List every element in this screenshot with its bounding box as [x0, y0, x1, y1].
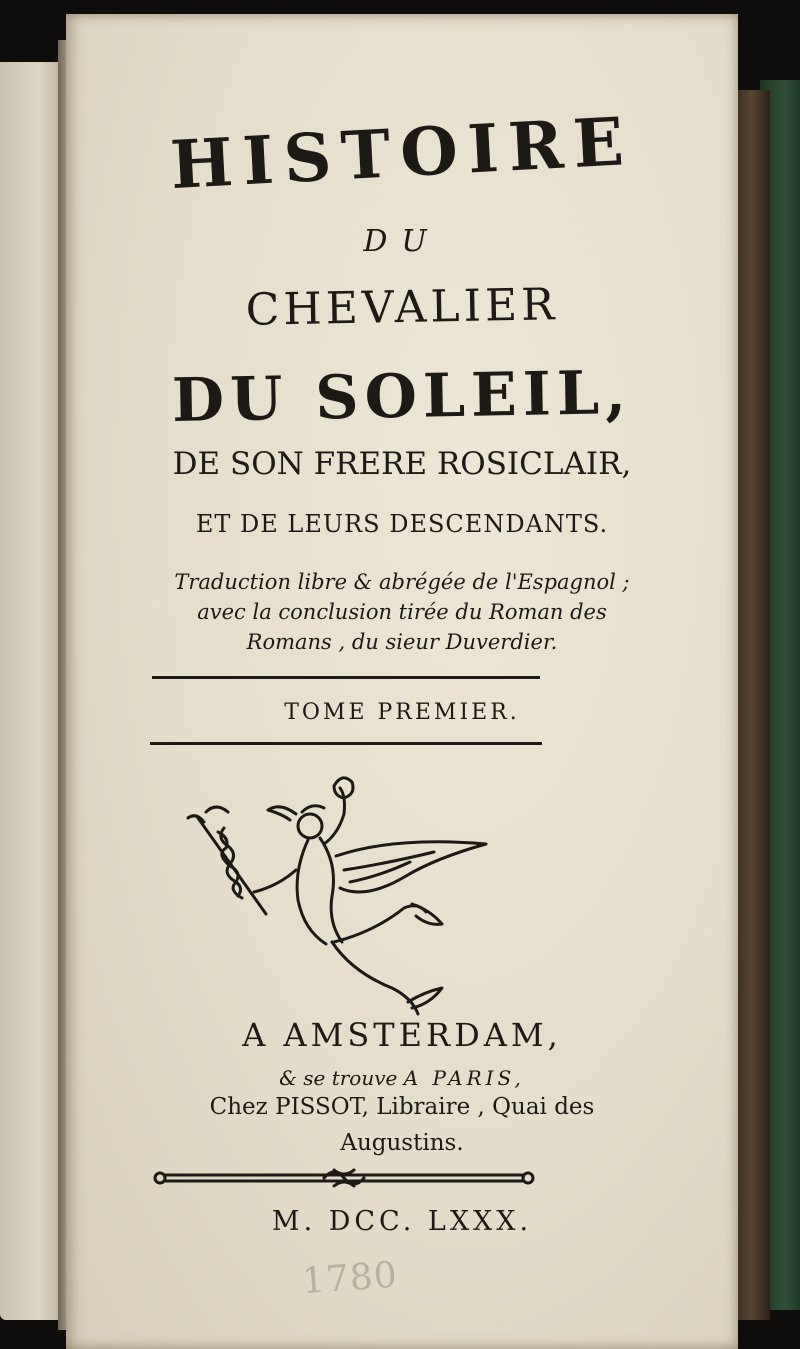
book-fore-edge — [736, 90, 770, 1320]
left-facing-page — [0, 62, 64, 1320]
rule-above-volume — [152, 676, 540, 679]
title-page — [66, 14, 738, 1349]
imprint-street: Augustins. — [340, 1130, 464, 1156]
imprint-sold-prefix: & se trouve — [279, 1066, 398, 1090]
subtitle-rosiclair: DE SON FRERE ROSICLAIR, — [172, 446, 632, 482]
volume-label: TOME PREMIER. — [284, 700, 520, 725]
imprint-sold-line — [66, 1066, 738, 1090]
title-histoire: HISTOIRE — [168, 101, 636, 205]
imprint-sold-city: A PARIS, — [403, 1066, 525, 1090]
title-du-soleil: DU SOLEIL, — [171, 357, 633, 437]
imprint-place: A AMSTERDAM, — [242, 1016, 562, 1054]
title-du: DU — [363, 224, 441, 259]
translation-note-line-3: Romans , du sieur Duverdier. — [246, 630, 558, 654]
rule-below-volume — [150, 742, 542, 745]
imprint-printer: Chez PISSOT, Libraire , Quai des — [209, 1094, 595, 1120]
translation-note-line-1: Traduction libre & abrégée de l'Espagnol ; — [174, 570, 630, 594]
publication-date: M. DCC. LXXX. — [271, 1206, 533, 1237]
subtitle-descendants: ET DE LEURS DESCENDANTS. — [195, 510, 609, 538]
ornamental-rule-icon — [152, 1164, 536, 1190]
handwritten-pencil-note: 1780 — [300, 1254, 399, 1303]
translation-note-line-2: avec la conclusion tirée du Roman des — [197, 600, 607, 624]
flying-mercury-icon — [184, 766, 504, 1016]
title-chevalier: CHEVALIER — [245, 279, 559, 336]
